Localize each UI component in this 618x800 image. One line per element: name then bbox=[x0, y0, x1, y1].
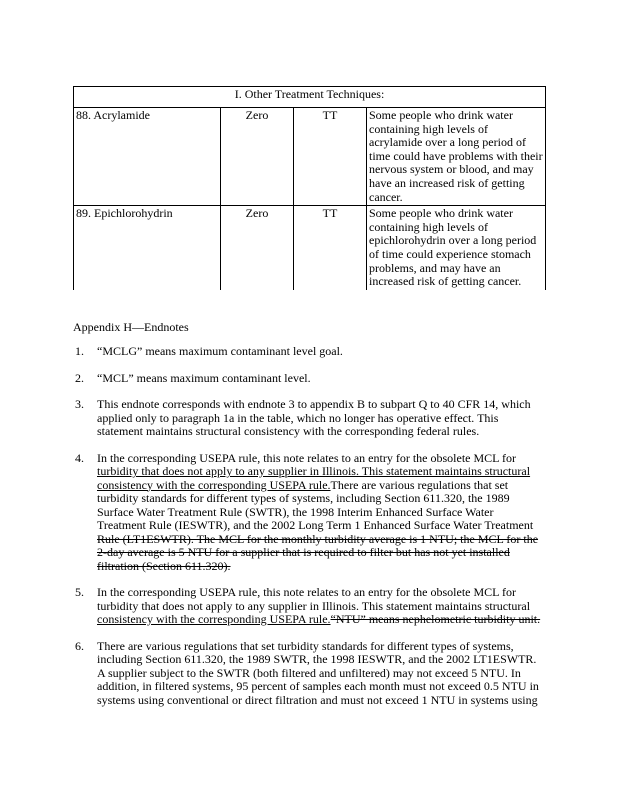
endnote-text: In the corresponding USEPA rule, this note relates to an entry for the obsolete MCL for bbox=[97, 450, 517, 465]
table-section-header-row bbox=[74, 87, 546, 108]
endnote-item bbox=[73, 640, 541, 708]
mclg-cell: Zero bbox=[221, 206, 294, 290]
endnote-number: 6. bbox=[75, 638, 84, 653]
inserted-text: turbidity that does not apply to any supplier in Illinois. This statement maintains structural consistency with the corresponding USEPA rule. bbox=[97, 464, 531, 492]
endnote-item bbox=[73, 398, 541, 439]
health-effects-cell: Some people who drink water containing high levels of acrylamide over a long period of time could have problems with their nervous system or blood, and may have an increased risk of getting cancer. bbox=[367, 108, 546, 206]
mcl-cell: TT bbox=[294, 108, 367, 206]
appendix-title: Appendix H—Endnotes bbox=[73, 320, 189, 334]
endnote-item bbox=[73, 372, 541, 386]
contaminant-table bbox=[73, 86, 546, 290]
mcl-cell: TT bbox=[294, 206, 367, 290]
table-row bbox=[74, 108, 546, 206]
endnote-number: 5. bbox=[75, 585, 84, 599]
inserted-text: consistency with the corresponding USEPA rule. bbox=[97, 612, 331, 626]
contaminant-cell: 88. Acrylamide bbox=[74, 108, 221, 206]
health-effects-cell: Some people who drink water containing high levels of epichlorohydrin over a long period of time could experience stomach problems, and may have an increased risk of getting cancer. bbox=[367, 206, 546, 290]
endnote-text: This endnote corresponds with endnote 3 to appendix B to subpart Q to 40 CFR 14, which applied only to paragraph 1a in the table, which no longer has operative effect. This statement maintains structural consistency with the corresponding federal rules. bbox=[97, 397, 531, 438]
endnote-text: There are various regulations that set turbidity standards for different types of systems, including Section 611.320, the 1989 Surface Water Treatment Rule (SWTR), the 1998 Interim Enhanced Surface Water Treatment Rule (IESWTR), and the 2002 Long Term 1 Enhanced Surface Water Treatment bbox=[97, 477, 534, 532]
endnote-item bbox=[73, 586, 541, 627]
endnote-number: 2. bbox=[75, 370, 84, 385]
endnote-text: “MCLG” means maximum contaminant level goal. bbox=[97, 344, 343, 358]
endnote-number: 4. bbox=[75, 450, 84, 465]
endnote-text: “MCL” means maximum contaminant level. bbox=[97, 370, 311, 385]
endnote-number: 3. bbox=[75, 397, 84, 411]
deleted-text: “NTU” means nephelometric turbidity unit. bbox=[330, 612, 541, 626]
endnote-number: 1. bbox=[75, 344, 84, 358]
endnote-item bbox=[73, 345, 541, 359]
endnotes-list bbox=[73, 345, 541, 720]
endnote-text: In the corresponding USEPA rule, this note relates to an entry for the obsolete MCL for turbidity that does not apply to any supplier in Illinois. This statement maintains structural bbox=[97, 585, 531, 613]
endnote-item bbox=[73, 452, 541, 574]
section-header: I. Other Treatment Techniques: bbox=[74, 87, 546, 108]
deleted-text: Rule (LT1ESWTR). The MCL for the monthly turbidity average is 1 NTU; the MCL for the 2-day average is 5 NTU for a supplier that is required to filter but has not yet installed filtration (Section 611.320). bbox=[97, 531, 539, 573]
table-row bbox=[74, 206, 546, 290]
mclg-cell: Zero bbox=[221, 108, 294, 206]
endnote-text: There are various regulations that set turbidity standards for different types of systems, including Section 611.320, the 1989 SWTR, the 1998 IESWTR, and the 2002 LT1ESWTR. A supplier subject to the SWTR (both filtered and unfiltered) may not exceed 5 NTU. In addition, in filtered systems, 95 percent of samples each month must not exceed 0.5 NTU in systems using conventional or direct filtration and must not exceed 1 NTU in systems using bbox=[97, 638, 539, 707]
contaminant-cell: 89. Epichlorohydrin bbox=[74, 206, 221, 290]
